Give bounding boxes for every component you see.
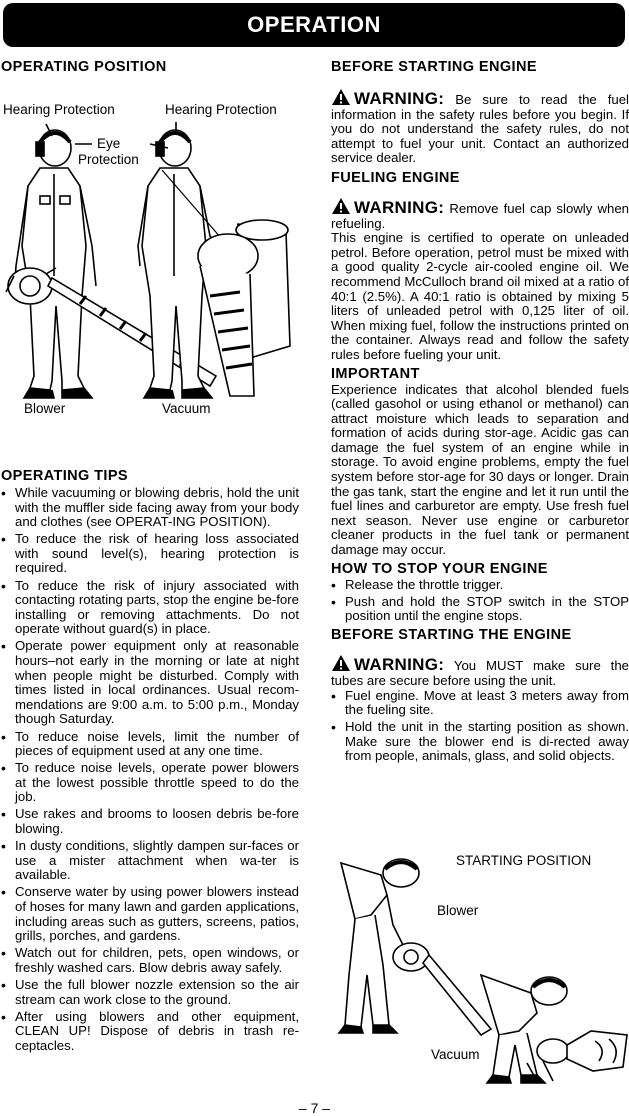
hearing-protection-label-right: Hearing Protection — [165, 102, 277, 117]
list-item: • To reduce the risk of hearing loss associated with sound level(s), hearing protection is required. — [1, 532, 299, 576]
warning-triangle-icon — [331, 197, 351, 215]
section-banner: OPERATION — [3, 3, 625, 47]
warning-triangle-icon — [331, 654, 351, 672]
starting-vacuum-label: Vacuum — [431, 1047, 480, 1062]
before-starting-heading: BEFORE STARTING ENGINE — [331, 59, 537, 75]
fuel-instructions: This engine is certified to operate on unleaded petrol. Before operation, petrol must be mixed with a good quality 2-cycle air-cooled engine oil. We recommend McCulloch brand oil mixed at a ratio of 40:1 (2.5%). A 40:1 ratio is obtained by mixing 5 liters of unleaded petrol with 0,125 liter of oil. When mixing fuel, follow the instructions printed on the container. Always read and follow the safety rules before fueling your unit. — [331, 230, 629, 362]
starting-list — [331, 689, 629, 764]
list-item: • Conserve water by using power blowers instead of hoses for many lawn and garden applications, including areas such as gutters, screens, patios, grills, porches, and gardens. — [1, 885, 299, 943]
warning-label: WARNING: — [354, 89, 445, 108]
left-column — [1, 56, 299, 76]
list-item: • Use the full blower nozzle extension so the air stream can work close to the ground. — [1, 978, 299, 1007]
warning-text: Remove fuel cap slowly when refueling. — [331, 200, 629, 231]
list-item: • Watch out for children, pets, open windows, or freshly washed cars. Blow debris away safely. — [1, 946, 299, 975]
warning-label: WARNING: — [354, 197, 445, 217]
operating-tips-heading: OPERATING TIPS — [1, 468, 128, 484]
starting-position-title: STARTING POSITION — [456, 853, 592, 868]
operating-position-heading: OPERATING POSITION — [1, 59, 167, 75]
important-heading: IMPORTANT — [331, 365, 420, 382]
page-number: – 7 – — [298, 1100, 331, 1116]
list-item: • Fuel engine. Move at least 3 meters away from the fueling site. — [331, 689, 629, 718]
hearing-protection-label-left: Hearing Protection — [3, 102, 115, 117]
warning-fuel-cap — [331, 197, 629, 231]
eye-protection-label-1: Eye — [97, 136, 121, 151]
fueling-engine-heading: FUELING ENGINE — [331, 169, 460, 186]
stop-engine-list — [331, 578, 629, 624]
list-item: • After using blowers and other equipment, CLEAN UP! Dispose of debris in trash re-ceptacles. — [1, 1010, 299, 1054]
list-item: • Use rakes and brooms to loosen debris be-fore blowing. — [1, 807, 299, 836]
warning-read-safety — [331, 88, 629, 166]
warning-tubes-secure — [331, 654, 629, 688]
starting-position-figure — [331, 845, 629, 1090]
warning-label: WARNING: — [354, 655, 445, 675]
right-column — [331, 56, 629, 767]
operating-tips-list — [1, 486, 299, 1053]
list-item: • While vacuuming or blowing debris, hold the unit with the muffler side facing away from your body and clothes (see OPERAT-ING POSITION). — [1, 486, 299, 530]
list-item: • In dusty conditions, slightly dampen sur-faces or use a mister attachment when wa-ter is available. — [1, 839, 299, 883]
list-item: • Hold the unit in the starting position as shown. Make sure the blower end is di-rected away from people, animals, glass, and solid objects. — [331, 720, 629, 764]
warning-text: You MUST make sure the tubes are secure before using the unit. — [331, 658, 629, 688]
starting-blower-label: Blower — [437, 903, 479, 918]
blower-label: Blower — [24, 401, 66, 416]
list-item: • Push and hold the STOP switch in the STOP position until the engine stops. — [331, 595, 629, 624]
warning-text: Be sure to read the fuel information in the safety rules before you begin. If you do not understand the safety rules, do not attempt to fuel your unit. Contact an authorized service dealer. — [331, 92, 629, 166]
list-item: • Operate power equipment only at reasonable hours–not early in the morning or late at night when people might be disturbed. Comply with times listed in local ordinances. Usual recom-mendations are 9:00 a.m. to 5:00 p.m., Monday though Saturday. — [1, 639, 299, 727]
list-item: • Release the throttle trigger. — [331, 578, 629, 593]
operating-position-figure — [0, 96, 300, 426]
important-text: Experience indicates that alcohol blended fuels (called gasohol or using ethanol or methanol) can attract moisture which leads to separation and formation of acids during stor-age. Acidic gas can damage the fuel system of an engine while in storage. To avoid engine problems, empty the fuel system before stor-age for 30 days or longer. Drain the gas tank, start the engine and let it run until the fuel lines and carburetor are empty. Use fresh fuel next season. Never use engine or carburetor cleaner products in the fuel tank or permanent damage may occur. — [331, 381, 629, 558]
stop-engine-heading: HOW TO STOP YOUR ENGINE — [331, 560, 548, 577]
eye-protection-label-2: Protection — [78, 152, 139, 167]
operators-illustration — [0, 96, 300, 426]
list-item: • To reduce the risk of injury associated with contacting rotating parts, stop the engine be-fore installing or removing attachments. Do not operate without guard(s) in place. — [1, 579, 299, 637]
list-item: • To reduce noise levels, operate power blowers at the lowest possible throttle speed to do the job. — [1, 761, 299, 805]
warning-triangle-icon — [331, 88, 351, 106]
list-item: • To reduce noise levels, limit the number of pieces of equipment used at any one time. — [1, 730, 299, 759]
operating-tips-section — [1, 467, 299, 1056]
starting-position-illustration — [331, 845, 629, 1090]
vacuum-label: Vacuum — [162, 401, 211, 416]
before-starting-the-engine-heading: BEFORE STARTING THE ENGINE — [331, 627, 572, 644]
